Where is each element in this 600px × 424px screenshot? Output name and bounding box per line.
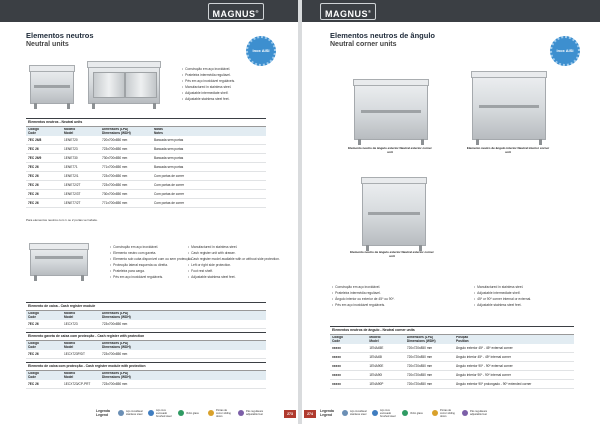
legend-text: Aço inoxidável stainless steel (126, 410, 143, 416)
table-cell: 7EC 26 (28, 165, 39, 169)
table-row (330, 344, 574, 353)
table-cell: 1ENA45E (369, 346, 384, 350)
legend-dot-icon (118, 410, 124, 416)
legend-item (238, 410, 263, 416)
table-cell: 723x700x850 mm (102, 174, 128, 178)
header-line: Modelo (64, 127, 76, 131)
cash-features-en (188, 244, 280, 280)
legend-label: Legenda Legend (96, 409, 110, 417)
feature-item: • Foot rest shelf. (188, 268, 280, 274)
header-line: Dimensions (WDH) (102, 374, 131, 379)
table-cell: Ângulo exterior 90º prolongado - 90º extended corner (456, 382, 532, 386)
table-cell: Bancada sem portas (154, 147, 184, 151)
cash-register-module-table (26, 362, 266, 389)
caption-interior-corner: Elemento neutro de ângulo interior Neutral interior corner unit (466, 146, 550, 154)
header-line: Código (28, 311, 39, 315)
header-line: Dimensões (LPA) (102, 371, 129, 375)
legend-dot-icon (402, 410, 408, 416)
legend-dot-icon (208, 410, 214, 416)
header-line: Model (64, 130, 74, 135)
table-cell: 1ENE72/1 (64, 174, 79, 178)
table-cell: xxxxx (332, 346, 341, 350)
table-cell: xxxxx (332, 382, 341, 386)
table-header (330, 335, 574, 344)
table-row (26, 145, 266, 154)
legend-item (148, 409, 173, 418)
table-cell: Com portas de correr (154, 201, 185, 205)
header-line: Code (28, 374, 36, 379)
left-page-title: Elementos neutros (26, 31, 94, 40)
table-note: Para elementos neutros com 1 ou 2 portas ver tabela. (26, 218, 98, 222)
legend-item (208, 409, 233, 418)
table-cell: Com portas de correr (154, 174, 185, 178)
table-cell: 730x700x850 mm (102, 192, 128, 196)
legend-dot-icon (462, 410, 468, 416)
table-cell: Ângulo interior 45º - 45º internal corner (456, 355, 511, 359)
table-cell: 7EC 26 (28, 201, 39, 205)
header-cell (62, 128, 100, 135)
header-line: Model (369, 338, 379, 343)
right-page-title: Elementos neutros de ângulo (330, 31, 436, 40)
exterior-corner-photo (354, 80, 428, 140)
legend-item (402, 410, 427, 416)
header-line: Dimensões (LPA) (102, 127, 129, 131)
header-line: Código (28, 341, 39, 345)
table-cell: 1ENE720 (64, 138, 78, 142)
table-row (26, 320, 266, 329)
legend-item (118, 410, 143, 416)
table-row (26, 350, 266, 359)
page-number-left: 273 (284, 410, 296, 418)
header-line: Dimensões (LPA) (406, 335, 433, 339)
table-row (26, 172, 266, 181)
table-caption: Elementos neutros de ângulo - Neutral corner units (330, 326, 574, 335)
legend-text: Portas de correr sliding doors (216, 408, 231, 418)
feature-item: • Construção em aço inoxidável. (332, 284, 395, 290)
feature-item: • Adjustable intermediate shelf. (474, 290, 531, 296)
table-cell: 730x700x850 mm (102, 156, 128, 160)
table-cell: xxxxx (332, 355, 341, 359)
table-header (26, 127, 266, 136)
header-cell (367, 336, 404, 343)
header-cell (26, 342, 62, 349)
table-row (330, 380, 574, 389)
magnus-logo: MAGNUS® (208, 3, 264, 20)
table-caption: Elemento de caixa - Cash register module (26, 302, 266, 311)
legend-dot-icon (372, 410, 378, 416)
table-header (26, 371, 266, 380)
header-line: Code (28, 314, 36, 319)
right-legend (320, 406, 492, 420)
header-line: Modelo (64, 371, 76, 375)
table-cell: 723x700x850 mm (102, 147, 128, 151)
feature-item: • Prateleira intermédia regulável. (332, 290, 395, 296)
feature-item: • Adjustable stainless steel feet. (188, 274, 280, 280)
feature-item: • Ângulo interior ou exterior de 45º ou 90º. (332, 296, 395, 302)
legend-text: Aço inox escovado brushed steel (156, 408, 172, 418)
table-caption: Elemento de caixa com protecção - Cash register module with protection (26, 362, 266, 371)
feature-item: • Adjustable intermediate shelf. (182, 90, 235, 96)
cash-register-table (26, 302, 266, 329)
header-line: Posição (456, 335, 469, 339)
exterior-corner-photo-2 (362, 178, 426, 246)
table-cell: Bancada sem portas (154, 138, 184, 142)
header-cell (405, 336, 454, 343)
table-cell: Com portas de correr (154, 183, 185, 187)
legend-text: Aço inoxidável stainless steel (350, 410, 367, 416)
table-row (26, 199, 266, 208)
table-cell: 723x700x850 mm (102, 322, 128, 326)
table-cell: Ângulo exterior 45º - 45º external corner (456, 346, 513, 350)
header-line: Notes (154, 130, 163, 135)
feature-item: • Cash register unit with drawer. (188, 250, 280, 256)
table-cell: 1ENE72/3T (64, 192, 81, 196)
header-line: Código (28, 371, 39, 375)
header-cell (62, 312, 100, 319)
feature-item: • Pés em aço inoxidável reguláveis. (182, 78, 235, 84)
table-cell: 723x700x850 mm (102, 382, 128, 386)
legend-item (462, 410, 487, 416)
legend-text: Aço inox escovado brushed steel (380, 408, 396, 418)
header-line: Modelo (64, 311, 76, 315)
table-cell: 720x720x850 mm (406, 373, 433, 377)
feature-item: • Cash register model available with or without side protection. (188, 256, 280, 262)
header-line: Model (64, 314, 74, 319)
header-line: Código (332, 335, 343, 339)
table-cell: 720x720x850 mm (406, 346, 433, 350)
table-cell: 720x720x850 mm (406, 364, 433, 368)
feature-item: • Left or right side protection. (188, 262, 280, 268)
right-page (302, 0, 600, 424)
legend-text: Vidro glass (410, 411, 423, 415)
table-row (330, 371, 574, 380)
table-cell: 771x700x850 mm (102, 165, 128, 169)
header-line: Model (64, 344, 74, 349)
quality-badge-icon: Inox AISI (550, 36, 580, 66)
table-cell: 7EC 26 (28, 352, 39, 356)
table-cell: 7EC 26/9 (28, 156, 42, 160)
table-caption: Elementos neutros - Neutral units (26, 118, 266, 127)
header-cell (100, 372, 162, 379)
table-cell: 1ECX723P/DT (64, 352, 85, 356)
legend-text: Vidro glass (186, 411, 199, 415)
feature-item: • Adjustable stainless steel feet. (474, 302, 531, 308)
table-row (330, 353, 574, 362)
table-cell: Bancada sem portas (154, 156, 184, 160)
header-line: Model (64, 374, 74, 379)
legend-dot-icon (432, 410, 438, 416)
feature-item: • Manufactured in stainless steel. (188, 244, 280, 250)
table-cell: 1ENA45I (369, 355, 383, 359)
magnus-logo: MAGNUS® (320, 3, 376, 20)
table-cell: xxxxx (332, 373, 341, 377)
cash-features-pt (110, 244, 192, 280)
header-line: Código (28, 127, 39, 131)
legend-label: Legenda Legend (320, 409, 334, 417)
header-line: Dimensões (LPA) (102, 341, 129, 345)
header-line: Position (456, 338, 469, 343)
table-row (26, 380, 266, 389)
table-row (26, 163, 266, 172)
cash-register-photo (30, 244, 88, 276)
table-cell: 1ENE730 (64, 156, 78, 160)
table-header (26, 311, 266, 320)
legend-item (372, 409, 397, 418)
table-cell: xxxxx (332, 364, 341, 368)
right-features-pt (332, 284, 395, 308)
header-line: Modelo (64, 341, 76, 345)
quality-badge-icon: Inox AISI (246, 36, 276, 66)
table-cell: Ângulo interior 90º - 90º internal corner (456, 373, 511, 377)
table-cell: 7EC 26 (28, 322, 39, 326)
table-caption: Elemento gaveta de caixa com protecção - Cash register with protection (26, 332, 266, 341)
feature-item: • Manufactured in stainless steel. (182, 84, 235, 90)
legend-dot-icon (238, 410, 244, 416)
table-cell: 7EC 26 (28, 174, 39, 178)
neutral-unit-open-photo (30, 66, 74, 104)
header-line: Dimensions (WDH) (102, 344, 131, 349)
table-row (26, 154, 266, 163)
header-line: Code (28, 344, 36, 349)
header-line: Notas (154, 127, 163, 131)
table-cell: 7EC 26 (28, 147, 39, 151)
corner-units-table (330, 326, 574, 389)
right-features-en (474, 284, 531, 308)
table-cell: 1ECX723 (64, 322, 78, 326)
feature-item: • 45º or 90º corner internal or external. (474, 296, 531, 302)
table-cell: 1ENA90P (369, 382, 384, 386)
table-cell: Com portas de correr (154, 192, 185, 196)
header-cell (100, 128, 152, 135)
header-line: Dimensions (WDH) (102, 314, 131, 319)
right-page-subtitle: Neutral corner units (330, 41, 397, 48)
feature-item: • Manufactured in stainless steel. (474, 284, 531, 290)
caption-exterior-corner-2: Elemento neutro de ângulo exterior Neutral exterior corner unit (350, 250, 434, 258)
legend-text: Portas de correr sliding doors (440, 408, 455, 418)
table-cell: 723x700x850 mm (102, 352, 128, 356)
feature-item: • Prateleira para carga. (110, 268, 192, 274)
feature-item: • Construção em aço inoxidável. (110, 244, 192, 250)
legend-item (178, 410, 203, 416)
header-line: Dimensions (WDH) (406, 338, 436, 343)
header-line: Dimensions (WDH) (102, 130, 131, 135)
table-cell: 1ECX723/CP-PRT (64, 382, 91, 386)
legend-dot-icon (148, 410, 154, 416)
legend-dot-icon (178, 410, 184, 416)
table-row (26, 190, 266, 199)
table-cell: 7EC 26 (28, 382, 39, 386)
header-line: Code (332, 338, 340, 343)
feature-item: • Elemento sob cuba disponível com ou sem protecção. (110, 256, 192, 262)
table-cell: 771x700x850 mm (102, 201, 128, 205)
table-row (26, 181, 266, 190)
table-cell: 1ENE771 (64, 165, 78, 169)
header-cell (26, 372, 62, 379)
feature-item: • Adjustable stainless steel feet. (182, 96, 235, 102)
header-line: Code (28, 130, 36, 135)
table-cell: 1ENE723 (64, 147, 78, 151)
table-cell: 1ENA90E (369, 364, 384, 368)
left-legend (96, 406, 268, 420)
left-page (0, 0, 298, 424)
page-number-right: 274 (304, 410, 316, 418)
neutral-units-table (26, 118, 266, 208)
table-row (26, 136, 266, 145)
table-cell: 1ENA90I (369, 373, 383, 377)
caption-exterior-corner: Elemento neutro de ângulo exterior Neutral exterior corner unit (348, 146, 432, 154)
table-cell: 723x700x850 mm (102, 183, 128, 187)
table-cell: 720x720x850 mm (406, 355, 433, 359)
legend-dot-icon (342, 410, 348, 416)
header-line: Modelo (369, 335, 381, 339)
feature-item: • Construção em aço inoxidável. (182, 66, 235, 72)
table-cell: 720x720x850 mm (406, 382, 433, 386)
header-cell (62, 372, 100, 379)
cash-register-protection-table (26, 332, 266, 359)
right-topbar (302, 0, 600, 22)
table-cell: Ângulo exterior 90º - 90º external corner (456, 364, 513, 368)
feature-item: • Prateleira intermédia regulável. (182, 72, 235, 78)
table-header (26, 341, 266, 350)
table-cell: 7EC 26/8 (28, 138, 42, 142)
table-row (330, 362, 574, 371)
header-cell (100, 312, 162, 319)
feature-item: • Pés em aço inoxidável reguláveis. (332, 302, 395, 308)
legend-text: Pés reguláveis adjustable feet (470, 410, 488, 416)
left-topbar (0, 0, 298, 22)
table-cell: 7EC 26 (28, 183, 39, 187)
table-cell: 720x700x850 mm (102, 138, 128, 142)
header-cell (100, 342, 162, 349)
header-cell (26, 312, 62, 319)
header-cell (330, 336, 367, 343)
header-cell (454, 336, 574, 343)
neutral-unit-doors-photo (88, 62, 160, 104)
left-features-list (182, 66, 235, 102)
table-cell: Bancada sem portas (154, 165, 184, 169)
table-cell: 1ENE77/2T (64, 201, 81, 205)
interior-corner-photo (472, 72, 546, 140)
legend-text: Pés reguláveis adjustable feet (246, 410, 264, 416)
legend-item (342, 410, 367, 416)
legend-item (432, 409, 457, 418)
feature-item: • Protecção lateral esquerda ou direita. (110, 262, 192, 268)
table-cell: 1ENE72/2T (64, 183, 81, 187)
table-cell: 7EC 26 (28, 192, 39, 196)
feature-item: • Elemento neutro com gaveta. (110, 250, 192, 256)
left-page-subtitle: Neutral units (26, 41, 69, 48)
header-cell (62, 342, 100, 349)
header-cell (26, 128, 62, 135)
header-cell (152, 128, 264, 135)
header-line: Dimensões (LPA) (102, 311, 129, 315)
feature-item: • Pés em aço inoxidável reguláveis. (110, 274, 192, 280)
